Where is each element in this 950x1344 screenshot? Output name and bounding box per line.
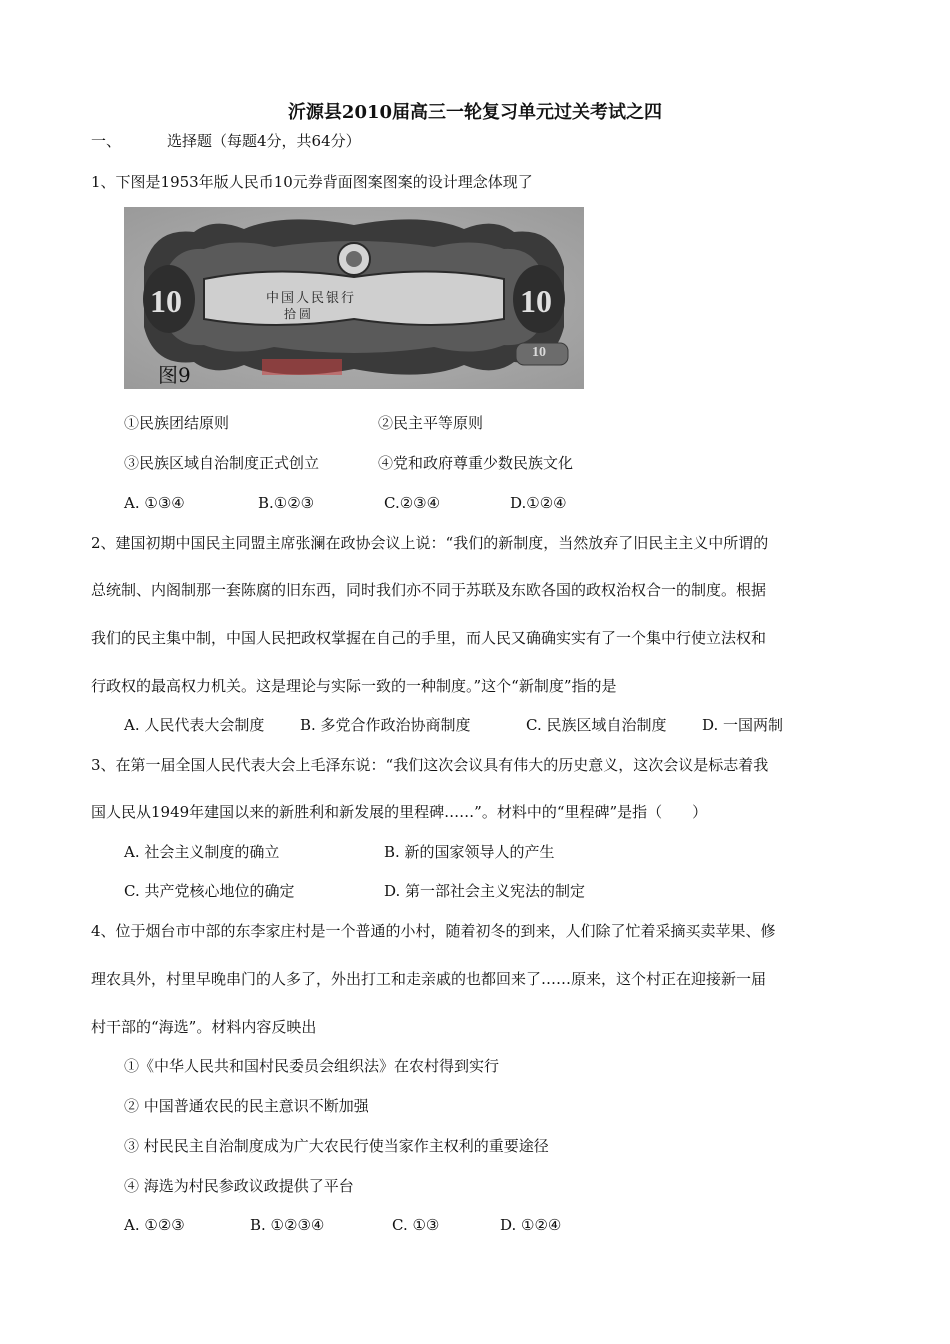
denomination-right: 10 <box>520 283 552 319</box>
q2-choice-a[interactable]: A. 人民代表大会制度 <box>124 716 265 734</box>
q3-choice-d[interactable]: D. 第一部社会主义宪法的制定 <box>384 882 586 900</box>
q4-choice-c[interactable]: C. ①③ <box>392 1216 440 1234</box>
q1-statement-2: ②民主平等原则 <box>378 414 484 432</box>
question-1-stem: 1、下图是1953年版人民币10元券背面图案图案的设计理念体现了 <box>91 173 533 191</box>
bank-value: 拾圆 <box>284 307 315 321</box>
question-4-stem-line-3: 村干部的“海选”。材料内容反映出 <box>91 1018 317 1036</box>
q1-statement-4: ④党和政府尊重少数民族文化 <box>378 454 574 472</box>
q4-choice-b[interactable]: B. ①②③④ <box>250 1216 325 1234</box>
q2-choice-c[interactable]: C. 民族区域自治制度 <box>526 716 667 734</box>
figure-label: 图9 <box>158 363 191 387</box>
q1-statement-1: ①民族团结原则 <box>124 414 230 432</box>
q3-choice-b[interactable]: B. 新的国家领导人的产生 <box>384 843 555 861</box>
q3-choice-a[interactable]: A. 社会主义制度的确立 <box>124 843 280 861</box>
q2-choice-b[interactable]: B. 多党合作政治协商制度 <box>300 716 471 734</box>
q2-choice-d[interactable]: D. 一国两制 <box>702 716 784 734</box>
q4-statement-4: ④ 海选为村民参政议政提供了平台 <box>124 1177 354 1195</box>
q1-statement-3: ③民族区域自治制度正式创立 <box>124 454 320 472</box>
denomination-left: 10 <box>150 283 182 319</box>
banknote-image <box>124 207 584 389</box>
question-2-stem-line-1: 2、建国初期中国民主同盟主席张澜在政协会议上说：“我们的新制度，当然放弃了旧民主主义中所谓的 <box>91 534 769 552</box>
question-4-stem-line-1: 4、位于烟台市中部的东李家庄村是一个普通的小村，随着初冬的到来，人们除了忙着采摘买卖苹果、修 <box>91 922 776 940</box>
question-2-stem-line-4: 行政权的最高权力机关。这是理论与实际一致的一种制度。”这个“新制度”指的是 <box>91 677 617 695</box>
q3-choice-c[interactable]: C. 共产党核心地位的确定 <box>124 882 295 900</box>
q4-statement-3: ③ 村民民主自治制度成为广大农民行使当家作主权利的重要途径 <box>124 1137 549 1155</box>
q1-choice-a[interactable]: A. ①③④ <box>124 494 185 512</box>
section-number: 一、 <box>91 132 122 150</box>
q4-statement-2: ② 中国普通农民的民主意识不断加强 <box>124 1097 369 1115</box>
section-title: 选择题（每题4分，共64分） <box>167 132 361 150</box>
q4-statement-1: ①《中华人民共和国村民委员会组织法》在农村得到实行 <box>124 1057 500 1075</box>
q1-choice-c[interactable]: C.②③④ <box>384 494 441 512</box>
question-4-stem-line-2: 理农具外，村里早晚串门的人多了，外出打工和走亲戚的也都回来了……原来，这个村正在迎接新一届 <box>91 970 767 988</box>
page-title: 沂源县2010届高三一轮复习单元过关考试之四 <box>287 102 663 123</box>
q1-choice-b[interactable]: B.①②③ <box>258 494 315 512</box>
q4-choice-d[interactable]: D. ①②④ <box>500 1216 562 1234</box>
section-heading <box>91 131 361 151</box>
q1-choice-d[interactable]: D.①②④ <box>510 494 567 512</box>
question-3-stem-line-2: 国人民从1949年建国以来的新胜利和新发展的里程碑……”。材料中的“里程碑”是指（ ） <box>91 803 708 821</box>
q4-choice-a[interactable]: A. ①②③ <box>124 1216 185 1234</box>
denomination-small: 10 <box>532 345 546 360</box>
question-3-stem-line-1: 3、在第一届全国人民代表大会上毛泽东说：“我们这次会议具有伟大的历史意义，这次会议是标志着我 <box>91 756 769 774</box>
question-2-stem-line-3: 我们的民主集中制，中国人民把政权掌握在自己的手里，而人民又确确实实有了一个集中行使立法权和 <box>91 629 767 647</box>
question-2-stem-line-2: 总统制、内阁制那一套陈腐的旧东西，同时我们亦不同于苏联及东欧各国的政权治权合一的制度。根据 <box>91 581 767 599</box>
bank-name: 中国人民银行 <box>266 291 357 306</box>
